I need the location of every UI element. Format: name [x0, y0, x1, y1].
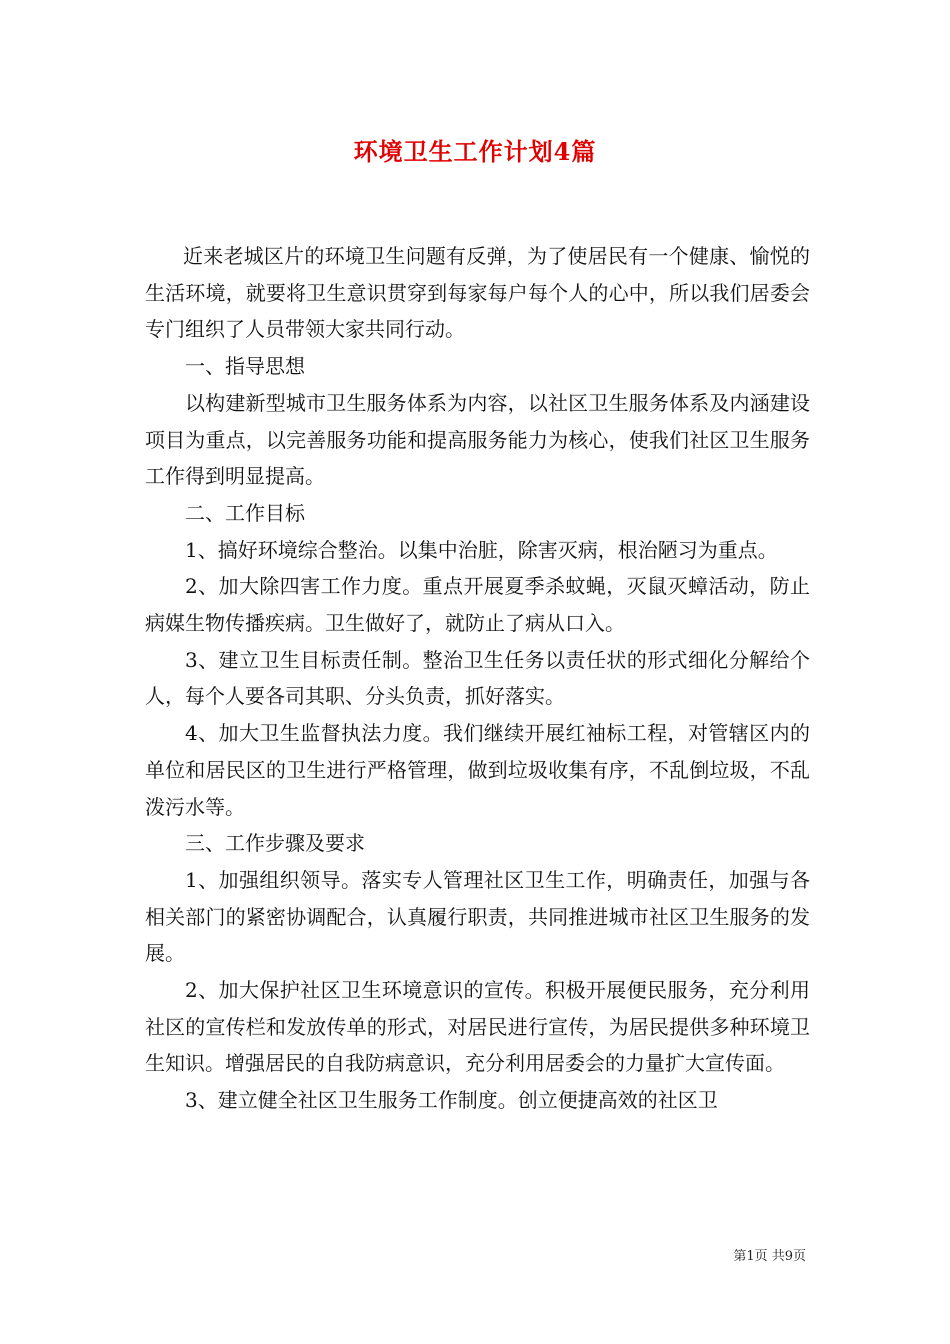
paragraph-goal-1: 1、搞好环境综合整治。以集中治脏，除害灭病，根治陋习为重点。 [185, 537, 778, 562]
section-heading-steps: 三、工作步骤及要求 [185, 831, 365, 856]
paragraph-step-3: 3、建立健全社区卫生服务工作制度。创立便捷高效的社区卫 [185, 1088, 718, 1113]
paragraph-guiding-ideology: 以构建新型城市卫生服务体系为内容，以社区卫生服务体系及内涵建设项目为重点，以完善服务功能和提高服务能力为核心，使我们社区卫生服务工作得到明显提高。 [145, 390, 810, 489]
section-heading-work-goals: 二、工作目标 [185, 500, 305, 525]
paragraph-step-2: 2、加大保护社区卫生环境意识的宣传。积极开展便民服务，充分利用社区的宣传栏和发放传单的形式，对居民进行宣传，为居民提供多种环境卫生知识。增强居民的自我防病意识，充分利用居委会的力量扩大宣传面。 [145, 978, 810, 1076]
paragraph-goal-3: 3、建立卫生目标责任制。整治卫生任务以责任状的形式细化分解给个人，每个人要各司其职、分头负责，抓好落实。 [145, 647, 810, 709]
paragraph-goal-4: 4、加大卫生监督执法力度。我们继续开展红袖标工程，对管辖区内的单位和居民区的卫生进行严格管理，做到垃圾收集有序，不乱倒垃圾，不乱泼污水等。 [145, 721, 810, 819]
paragraph-goal-2: 2、加大除四害工作力度。重点开展夏季杀蚊蝇，灭鼠灭蟑活动，防止病媒生物传播疾病。卫生做好了，就防止了病从口入。 [145, 574, 810, 636]
document-body [145, 238, 810, 1119]
page-indicator: 第1页 共9页 [733, 1249, 806, 1264]
section-heading-guiding-ideology: 一、指导思想 [185, 354, 305, 379]
paragraph-intro: 近来老城区片的环境卫生问题有反弹，为了使居民有一个健康、愉悦的生活环境，就要将卫生意识贯穿到每家每户每个人的心中，所以我们居委会专门组织了人员带领大家共同行动。 [145, 244, 810, 342]
document-title: 环境卫生工作计划4篇 [353, 137, 597, 166]
paragraph-step-1: 1、加强组织领导。落实专人管理社区卫生工作，明确责任，加强与各相关部门的紧密协调配合，认真履行职责，共同推进城市社区卫生服务的发展。 [145, 867, 810, 966]
